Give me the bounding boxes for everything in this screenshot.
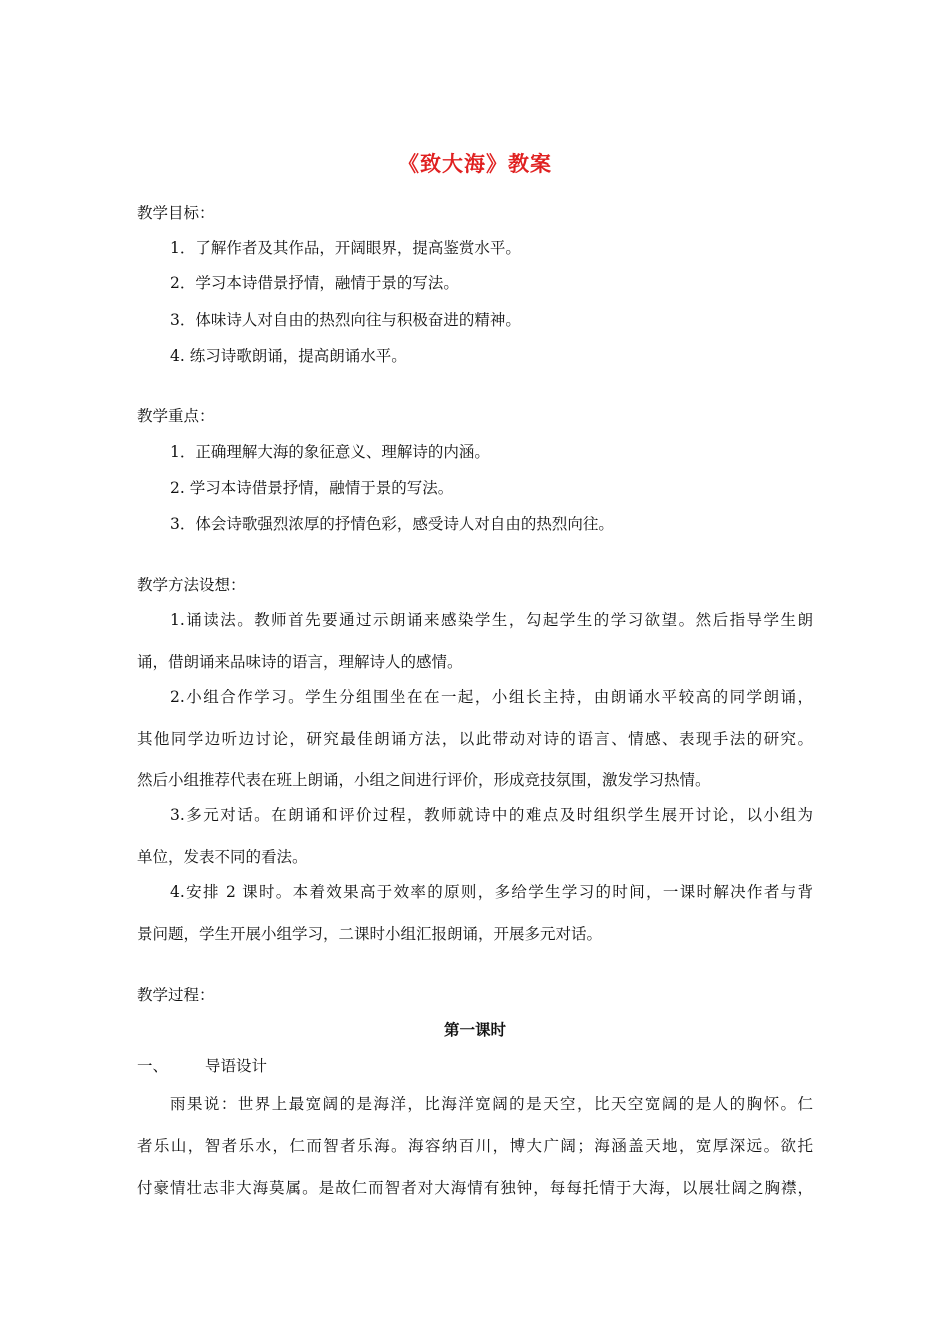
key-points-heading: 教学重点： xyxy=(137,407,215,425)
section-title: 导语设计 xyxy=(205,1057,268,1075)
methods-line: 2.小组合作学习。学生分组围坐在在一起，小组长主持，由朗诵水平较高的同学朗诵， xyxy=(170,688,813,706)
intro-line: 雨果说：世界上最宽阔的是海洋，比海洋宽阔的是天空，比天空宽阔的是人的胸怀。仁 xyxy=(170,1095,813,1113)
methods-line: 然后小组推荐代表在班上朗诵，小组之间进行评价，形成竞技氛围，激发学习热情。 xyxy=(137,771,711,789)
objective-item: 2．学习本诗借景抒情，融情于景的写法。 xyxy=(170,274,459,292)
methods-line: 4.安排 2 课时。本着效果高于效率的原则，多给学生学习的时间，一课时解决作者与背 xyxy=(170,883,813,901)
methods-line: 1.诵读法。教师首先要通过示朗诵来感染学生，勾起学生的学习欲望。然后指导学生朗 xyxy=(170,611,813,629)
intro-line: 付豪情壮志非大海莫属。是故仁而智者对大海情有独钟，每每托情于大海，以展壮阔之胸襟， xyxy=(137,1179,813,1197)
methods-line: 单位，发表不同的看法。 xyxy=(137,848,308,866)
key-point-item: 1．正确理解大海的象征意义、理解诗的内涵。 xyxy=(170,443,490,461)
methods-line: 诵，借朗诵来品味诗的语言，理解诗人的感情。 xyxy=(137,653,463,671)
key-point-item: 2. 学习本诗借景抒情，融情于景的写法。 xyxy=(170,479,454,497)
methods-heading: 教学方法设想： xyxy=(137,576,246,594)
objective-item: 4. 练习诗歌朗诵，提高朗诵水平。 xyxy=(170,347,407,365)
section-number: 一、 xyxy=(137,1057,169,1075)
methods-line: 3.多元对话。在朗诵和评价过程，教师就诗中的难点及时组织学生展开讨论，以小组为 xyxy=(170,806,813,824)
process-heading: 教学过程： xyxy=(137,986,215,1004)
methods-line: 景问题，学生开展小组学习，二课时小组汇报朗诵，开展多元对话。 xyxy=(137,925,603,943)
objectives-heading: 教学目标： xyxy=(137,204,215,222)
lesson-title: 第一课时 xyxy=(443,1020,506,1039)
methods-line: 其他同学边听边讨论，研究最佳朗诵方法，以此带动对诗的语言、情感、表现手法的研究。 xyxy=(137,730,813,748)
intro-line: 者乐山，智者乐水，仁而智者乐海。海容纳百川，博大广阔；海涵盖天地，宽厚深远。欲托 xyxy=(137,1137,813,1155)
objective-item: 1．了解作者及其作品，开阔眼界，提高鉴赏水平。 xyxy=(170,239,521,257)
objective-item: 3．体味诗人对自由的热烈向往与积极奋进的精神。 xyxy=(170,311,521,329)
document-title: 《致大海》教案 xyxy=(398,151,552,176)
key-point-item: 3．体会诗歌强烈浓厚的抒情色彩，感受诗人对自由的热烈向往。 xyxy=(170,515,614,533)
